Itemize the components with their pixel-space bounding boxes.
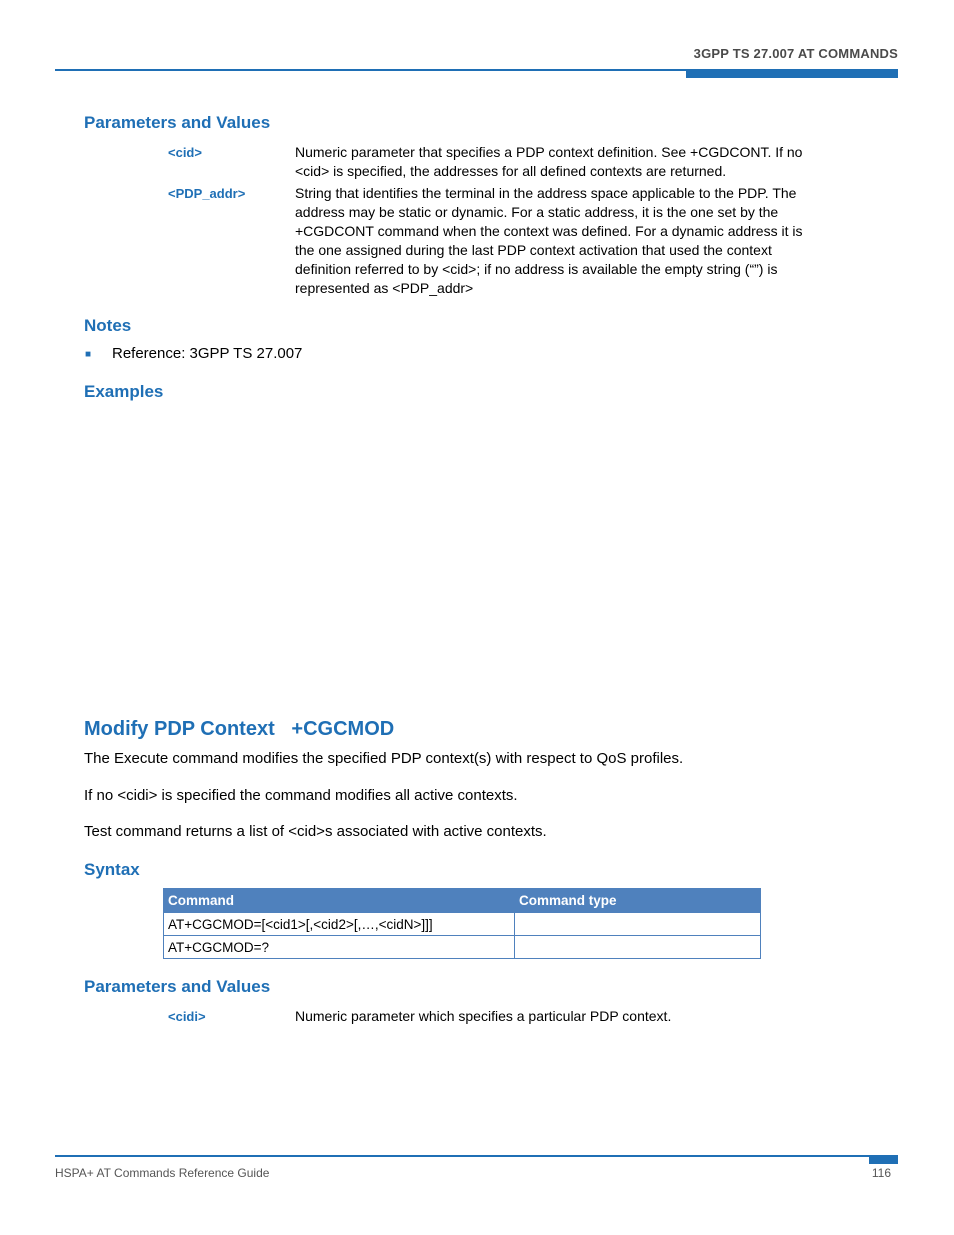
running-header: 3GPP TS 27.007 AT COMMANDS <box>693 46 898 61</box>
table-row <box>164 936 761 959</box>
description-paragraph-1: The Execute command modifies the specified PDP context(s) with respect to QoS profiles. <box>84 750 684 767</box>
description-paragraph-2: If no <cidi> is specified the command modifies all active contexts. <box>84 787 518 804</box>
param-name-cid: <cid> <box>168 145 202 160</box>
param-desc-cid: Numeric parameter that specifies a PDP context definition. See +CGDCONT. If no <cid> is specified, the addresses for all defined contexts are returned. <box>295 144 803 179</box>
syntax-heading: Syntax <box>84 860 140 879</box>
table-cell-command: AT+CGCMOD=? <box>164 936 515 959</box>
param-name-pdp-addr: <PDP_addr> <box>168 186 246 201</box>
page-number: 116 <box>871 1166 891 1180</box>
notes-heading: Notes <box>84 316 132 335</box>
header-accent-bar <box>686 69 898 78</box>
table-row <box>164 913 761 936</box>
description-paragraph-3: Test command returns a list of <cid>s associated with active contexts. <box>84 823 547 840</box>
parameters-heading-2: Parameters and Values <box>84 977 271 996</box>
table-header-command-type: Command type <box>515 889 761 913</box>
param-desc-cidi: Numeric parameter which specifies a particular PDP context. <box>295 1008 672 1024</box>
table-cell-command: AT+CGCMOD=[<cid1>[,<cid2>[,…,<cidN>]]] <box>164 913 515 936</box>
section-title: Modify PDP Context +CGCMOD <box>84 718 395 740</box>
param-name-cidi: <cidi> <box>168 1009 206 1024</box>
syntax-table <box>163 888 761 959</box>
footer-doc-title: HSPA+ AT Commands Reference Guide <box>55 1166 270 1180</box>
note-item: Reference: 3GPP TS 27.007 <box>112 345 303 362</box>
bullet-square-icon: ■ <box>85 349 92 360</box>
examples-heading: Examples <box>84 382 164 401</box>
table-header-row <box>164 889 761 913</box>
table-cell-command-type <box>515 913 761 936</box>
footer-accent-bar <box>869 1155 898 1164</box>
footer-rule <box>55 1155 898 1157</box>
table-header-command: Command <box>164 889 515 913</box>
parameters-heading: Parameters and Values <box>84 113 271 132</box>
param-desc-pdp-addr: String that identifies the terminal in the address space applicable to the PDP. The address may be static or dynamic. For a static address, it is the one set by the +CGDCONT command when the context was defined. For a dynamic address it is the one assigned during the last PDP context activation that used the context definition referred to by <cid>; if no address is available the empty string (“”) is represented as <PDP_addr> <box>295 185 803 296</box>
table-cell-command-type <box>515 936 761 959</box>
